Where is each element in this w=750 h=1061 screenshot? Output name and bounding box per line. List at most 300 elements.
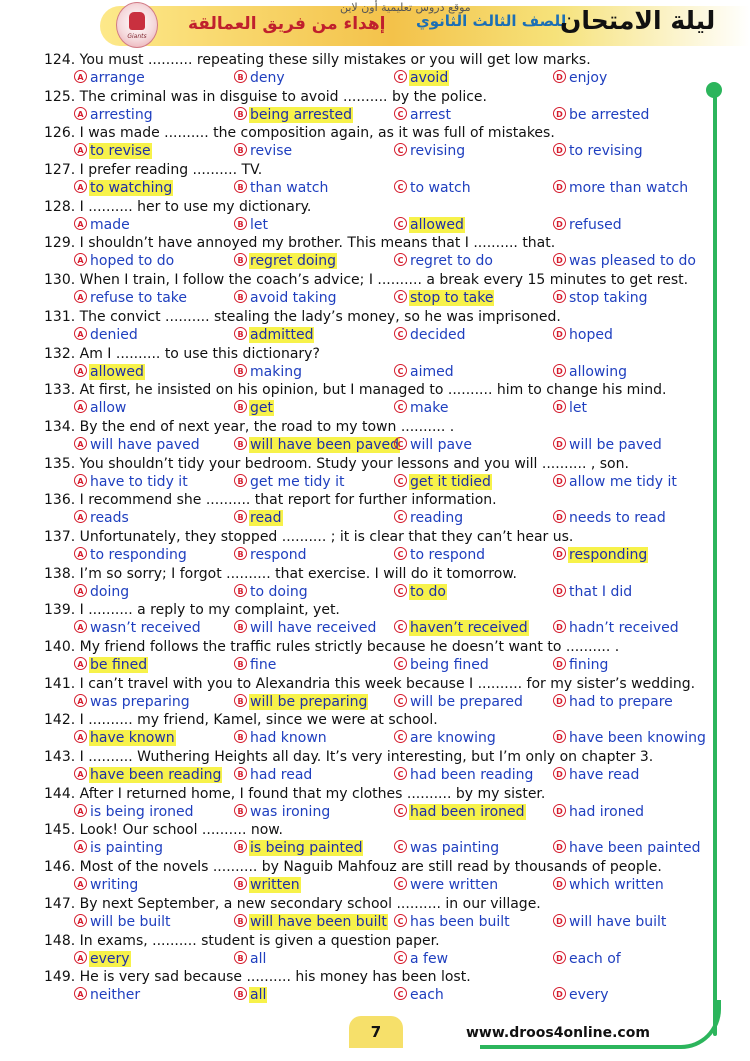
answer-option[interactable] [234, 729, 328, 747]
option-letter-icon: D [553, 327, 566, 340]
option-letter-icon: D [553, 290, 566, 303]
answer-option[interactable] [553, 142, 644, 160]
option-text: denied [90, 326, 138, 343]
question-item [44, 124, 714, 161]
option-text: will be prepared [410, 693, 523, 710]
answer-option[interactable] [74, 876, 139, 894]
answer-option[interactable] [234, 546, 308, 564]
question-stem [44, 932, 440, 950]
option-text: have been painted [569, 840, 701, 857]
question-number: 144. [44, 785, 76, 802]
option-text: more than watch [569, 180, 689, 197]
answer-option[interactable] [234, 436, 400, 454]
question-number: 135. [44, 455, 76, 472]
option-letter-icon: D [553, 987, 566, 1000]
answer-option[interactable] [394, 252, 494, 270]
option-letter-icon: B [234, 510, 247, 523]
answer-option[interactable] [74, 583, 130, 601]
answer-option[interactable] [74, 216, 131, 234]
option-text: have read [569, 767, 640, 784]
answer-option[interactable] [553, 950, 622, 968]
option-letter-icon: B [234, 437, 247, 450]
answer-option[interactable] [234, 106, 353, 124]
correct-answer-text: written [250, 877, 300, 894]
option-text: had to prepare [569, 693, 673, 710]
answer-option[interactable] [234, 289, 337, 307]
option-letter-icon: D [553, 400, 566, 413]
correct-answer-text: responding [569, 546, 648, 563]
question-item [44, 528, 714, 565]
answer-option[interactable] [553, 252, 697, 270]
option-letter-icon: B [234, 107, 247, 120]
answer-option[interactable] [74, 693, 191, 711]
answer-option[interactable] [394, 729, 497, 747]
option-text: was preparing [90, 693, 190, 710]
correct-answer-text: have been reading [90, 767, 222, 784]
answer-option[interactable] [553, 436, 663, 454]
option-letter-icon: A [74, 253, 87, 266]
question-number: 125. [44, 88, 76, 105]
question-stem [44, 601, 340, 619]
answer-option[interactable] [553, 179, 689, 197]
option-letter-icon: C [394, 584, 407, 597]
question-stem [44, 51, 591, 69]
option-text: a few [410, 950, 449, 967]
option-text: reading [410, 510, 464, 527]
answer-option[interactable] [74, 436, 201, 454]
answer-option[interactable] [74, 106, 154, 124]
answer-option[interactable] [234, 399, 274, 417]
page-number: 7 [349, 1016, 403, 1048]
option-letter-icon: C [394, 547, 407, 560]
option-text: to respond [410, 546, 486, 563]
option-text: were written [410, 877, 499, 894]
option-text: to watch [410, 180, 471, 197]
question-number: 133. [44, 382, 76, 399]
option-letter-icon: C [394, 70, 407, 83]
question-text: I prefer reading .......... TV. [79, 162, 263, 179]
option-text: hadn’t received [569, 620, 679, 637]
gift-text: إهداء من فريق العمالقة [188, 14, 386, 34]
option-letter-icon: A [74, 327, 87, 340]
option-text: reads [90, 510, 129, 527]
option-letter-icon: C [394, 804, 407, 817]
question-text: Unfortunately, they stopped .......... ; it is clear that they can’t hear us. [79, 528, 574, 545]
option-text: was painting [410, 840, 500, 857]
option-letter-icon: B [234, 400, 247, 413]
correct-answer-text: to watching [90, 180, 173, 197]
option-text: hoped [569, 326, 613, 343]
answer-option[interactable] [234, 583, 309, 601]
answer-option[interactable] [74, 289, 188, 307]
option-letter-icon: D [553, 107, 566, 120]
answer-option[interactable] [394, 69, 449, 87]
answer-option[interactable] [74, 69, 146, 87]
question-text: The convict .......... stealing the lady’s money, so he was imprisoned. [79, 308, 561, 325]
answer-option[interactable] [553, 106, 650, 124]
option-text: let [250, 216, 268, 233]
option-letter-icon: D [553, 657, 566, 670]
footer-url[interactable]: www.droos4online.com [466, 1025, 650, 1041]
answer-option[interactable] [553, 509, 667, 527]
option-text: arrange [90, 70, 145, 86]
option-letter-icon: A [74, 364, 87, 377]
option-text: is painting [90, 840, 164, 857]
answer-option[interactable] [394, 986, 445, 1004]
answer-option[interactable] [394, 289, 494, 307]
option-letter-icon: B [234, 804, 247, 817]
answer-option[interactable] [394, 399, 449, 417]
question-item [44, 455, 714, 492]
answer-option[interactable] [234, 803, 331, 821]
option-text: will pave [410, 436, 472, 453]
answer-option[interactable] [234, 509, 283, 527]
answer-option[interactable] [394, 106, 452, 124]
question-text: You shouldn’t tidy your bedroom. Study your lessons and you will .......... , son. [79, 455, 629, 472]
option-letter-icon: C [394, 474, 407, 487]
option-text: had known [250, 730, 327, 747]
answer-option[interactable] [234, 913, 388, 931]
answer-option[interactable] [553, 363, 628, 381]
answer-option[interactable] [553, 326, 614, 344]
question-text: I .......... Wuthering Heights all day. It’s very interesting, but I’m only on chapter 3. [79, 749, 654, 766]
site-name: موقع دروس تعليمية أون لاين [340, 1, 471, 14]
option-letter-icon: D [553, 584, 566, 597]
correct-answer-text: to revise [90, 143, 151, 160]
question-text: Most of the novels .......... by Naguib Mahfouz are still read by thousands of people. [79, 859, 662, 876]
option-text: get me tidy it [250, 473, 345, 490]
question-item [44, 711, 714, 748]
option-text: is being ironed [90, 803, 194, 820]
answer-option[interactable] [394, 142, 466, 160]
option-text: refused [569, 216, 622, 233]
option-text: aimed [410, 363, 454, 380]
option-text: fining [569, 657, 609, 673]
question-stem [44, 345, 320, 363]
option-text: will be built [90, 913, 171, 930]
question-text: The criminal was in disguise to avoid .......... by the police. [79, 88, 487, 105]
answer-option[interactable] [394, 766, 534, 784]
question-item [44, 161, 714, 198]
question-number: 126. [44, 125, 76, 142]
question-text: Am I .......... to use this dictionary? [79, 345, 320, 362]
answer-option[interactable] [553, 803, 645, 821]
answer-option[interactable] [74, 142, 152, 160]
option-text: than watch [250, 180, 329, 197]
answer-option[interactable] [553, 289, 649, 307]
option-text: every [569, 987, 609, 1004]
option-letter-icon: D [553, 877, 566, 890]
answer-option[interactable] [394, 693, 524, 711]
option-text: had read [250, 767, 313, 784]
answer-option[interactable] [394, 656, 490, 674]
answer-option[interactable] [553, 399, 588, 417]
option-text: being fined [410, 657, 489, 673]
answer-option[interactable] [394, 913, 511, 931]
correct-answer-text: will be preparing [250, 693, 368, 710]
answer-option[interactable] [74, 803, 195, 821]
option-text: making [250, 363, 302, 380]
option-text: wasn’t received [90, 620, 201, 637]
answer-option[interactable] [74, 546, 188, 564]
question-item [44, 198, 714, 235]
correct-answer-text: get [250, 400, 273, 417]
answer-option[interactable] [553, 546, 648, 564]
option-text: make [410, 400, 449, 417]
option-letter-icon: D [553, 180, 566, 193]
question-stem [44, 198, 311, 216]
answer-option[interactable] [234, 252, 337, 270]
option-letter-icon: C [394, 730, 407, 743]
question-text: I .......... a reply to my complaint, yet. [79, 602, 340, 619]
question-number: 141. [44, 675, 76, 692]
answer-option[interactable] [74, 509, 130, 527]
question-stem [44, 491, 497, 509]
answer-option[interactable] [394, 876, 499, 894]
option-letter-icon: A [74, 290, 87, 303]
question-number: 142. [44, 712, 76, 729]
option-letter-icon: A [74, 474, 87, 487]
question-text: When I train, I follow the coach’s advice; I .......... a break every 15 minutes to get rest. [79, 272, 689, 289]
question-stem [44, 821, 283, 839]
option-letter-icon: A [74, 510, 87, 523]
option-text: refuse to take [90, 290, 188, 307]
option-letter-icon: A [74, 180, 87, 193]
correct-answer-text: will have been paved [250, 436, 400, 453]
option-text: enjoy [569, 70, 608, 86]
option-letter-icon: B [234, 694, 247, 707]
answer-option[interactable] [74, 913, 172, 931]
answer-option[interactable] [234, 950, 267, 968]
answer-option[interactable] [234, 142, 293, 160]
question-number: 130. [44, 272, 76, 289]
option-text: revise [250, 143, 293, 160]
option-letter-icon: A [74, 107, 87, 120]
option-letter-icon: C [394, 914, 407, 927]
answer-option[interactable] [234, 473, 346, 491]
correct-answer-text: had been ironed [410, 803, 525, 820]
answer-option[interactable] [394, 546, 486, 564]
option-letter-icon: B [234, 180, 247, 193]
option-text: respond [250, 546, 307, 563]
answer-option[interactable] [553, 473, 678, 491]
option-letter-icon: B [234, 657, 247, 670]
answer-option[interactable] [394, 803, 526, 821]
option-letter-icon: A [74, 400, 87, 413]
answer-option[interactable] [553, 619, 680, 637]
question-text: By the end of next year, the road to my town .......... . [79, 418, 455, 435]
question-stem [44, 638, 619, 656]
page-header [0, 0, 750, 50]
night-title: ليلة الامتحان [560, 6, 716, 35]
question-number: 139. [44, 602, 76, 619]
question-item [44, 88, 714, 125]
answer-option[interactable] [394, 179, 472, 197]
answer-option[interactable] [553, 69, 608, 87]
option-text: are knowing [410, 730, 496, 747]
option-text: had been reading [410, 767, 534, 784]
question-number: 134. [44, 418, 76, 435]
question-item [44, 968, 714, 1005]
option-letter-icon: B [234, 987, 247, 1000]
answer-option[interactable] [394, 473, 492, 491]
answer-option[interactable] [553, 876, 665, 894]
answer-option[interactable] [74, 473, 189, 491]
question-number: 129. [44, 235, 76, 252]
answer-option[interactable] [553, 693, 674, 711]
answer-option[interactable] [74, 766, 222, 784]
answer-option[interactable] [553, 216, 623, 234]
answer-option[interactable] [394, 619, 529, 637]
correct-answer-text: have known [90, 730, 175, 747]
question-stem [44, 528, 573, 546]
answer-option[interactable] [394, 583, 447, 601]
question-number: 145. [44, 822, 76, 839]
answer-option[interactable] [234, 876, 301, 894]
answer-option[interactable] [234, 69, 286, 87]
option-letter-icon: C [394, 364, 407, 377]
answer-option[interactable] [234, 619, 377, 637]
option-letter-icon: B [234, 767, 247, 780]
answer-option[interactable] [74, 839, 164, 857]
answer-option[interactable] [234, 693, 368, 711]
option-text: will have received [250, 620, 377, 637]
answer-option[interactable] [234, 656, 277, 674]
option-letter-icon: B [234, 914, 247, 927]
question-number: 148. [44, 932, 76, 949]
question-text: At first, he insisted on his opinion, but I managed to .......... him to change his mind. [79, 382, 667, 399]
question-stem [44, 234, 555, 252]
question-stem [44, 381, 666, 399]
option-letter-icon: B [234, 290, 247, 303]
option-letter-icon: B [234, 840, 247, 853]
giants-logo [116, 2, 158, 48]
option-text: was ironing [250, 803, 331, 820]
answer-option[interactable] [74, 252, 175, 270]
correct-answer-text: all [250, 987, 267, 1004]
correct-answer-text: get it tidied [410, 473, 491, 490]
question-item [44, 234, 714, 271]
answer-option[interactable] [74, 986, 141, 1004]
answer-option[interactable] [394, 363, 455, 381]
question-stem [44, 748, 653, 766]
question-stem [44, 88, 487, 106]
option-letter-icon: C [394, 694, 407, 707]
option-text: allow [90, 400, 127, 417]
option-letter-icon: A [74, 694, 87, 707]
option-text: all [250, 950, 267, 967]
question-stem [44, 968, 471, 986]
grade-text: للصف الثالث الثانوي [416, 12, 567, 30]
answer-option[interactable] [234, 216, 269, 234]
answer-option[interactable] [394, 216, 465, 234]
answer-option[interactable] [394, 950, 449, 968]
question-text: I recommend she .......... that report for further information. [79, 492, 497, 509]
answer-option[interactable] [234, 326, 314, 344]
option-text: that I did [569, 583, 633, 600]
option-letter-icon: A [74, 767, 87, 780]
option-text: writing [90, 877, 139, 894]
option-letter-icon: D [553, 914, 566, 927]
option-letter-icon: B [234, 877, 247, 890]
answer-option[interactable] [394, 326, 466, 344]
answer-option[interactable] [553, 656, 609, 674]
answer-option[interactable] [553, 729, 707, 747]
question-item [44, 821, 714, 858]
option-letter-icon: D [553, 951, 566, 964]
option-letter-icon: A [74, 584, 87, 597]
option-letter-icon: D [553, 217, 566, 230]
option-letter-icon: D [553, 474, 566, 487]
option-letter-icon: B [234, 70, 247, 83]
answer-option[interactable] [234, 179, 329, 197]
question-item [44, 785, 714, 822]
answer-option[interactable] [74, 363, 145, 381]
answer-option[interactable] [74, 179, 173, 197]
question-number: 128. [44, 198, 76, 215]
answer-option[interactable] [74, 326, 139, 344]
option-text: have to tidy it [90, 473, 188, 490]
question-text: By next September, a new secondary school .......... in our village. [79, 895, 541, 912]
option-text: deny [250, 70, 285, 86]
option-text: was pleased to do [569, 253, 696, 270]
question-item [44, 932, 714, 969]
answer-option[interactable] [394, 839, 500, 857]
option-text: has been built [410, 913, 510, 930]
answer-option[interactable] [234, 839, 363, 857]
answer-option[interactable] [394, 436, 473, 454]
question-number: 132. [44, 345, 76, 362]
option-letter-icon: A [74, 840, 87, 853]
option-letter-icon: A [74, 437, 87, 450]
option-text: to doing [250, 583, 308, 600]
answer-option[interactable] [234, 363, 303, 381]
answer-option[interactable] [74, 656, 148, 674]
option-text: will have paved [90, 436, 200, 453]
answer-option[interactable] [74, 950, 131, 968]
answer-option[interactable] [553, 839, 701, 857]
question-stem [44, 858, 662, 876]
option-letter-icon: A [74, 730, 87, 743]
question-number: 147. [44, 895, 76, 912]
answer-option[interactable] [553, 766, 640, 784]
question-item [44, 565, 714, 602]
answer-option[interactable] [553, 986, 610, 1004]
option-text: doing [90, 583, 130, 600]
question-item [44, 381, 714, 418]
option-letter-icon: B [234, 951, 247, 964]
option-letter-icon: D [553, 253, 566, 266]
question-item [44, 748, 714, 785]
option-letter-icon: B [234, 474, 247, 487]
answer-option[interactable] [74, 399, 127, 417]
answer-option[interactable] [553, 913, 667, 931]
answer-option[interactable] [553, 583, 633, 601]
option-letter-icon: D [553, 143, 566, 156]
question-number: 149. [44, 969, 76, 986]
option-text: to revising [569, 143, 643, 160]
answer-option[interactable] [234, 986, 267, 1004]
option-letter-icon: C [394, 180, 407, 193]
answer-option[interactable] [234, 766, 313, 784]
answer-option[interactable] [74, 729, 176, 747]
answer-option[interactable] [74, 619, 202, 637]
question-item [44, 895, 714, 932]
option-text: each [410, 987, 444, 1004]
question-text: I shouldn’t have annoyed my brother. This means that I .......... that. [79, 235, 556, 252]
option-text: made [90, 216, 130, 233]
answer-option[interactable] [394, 509, 464, 527]
